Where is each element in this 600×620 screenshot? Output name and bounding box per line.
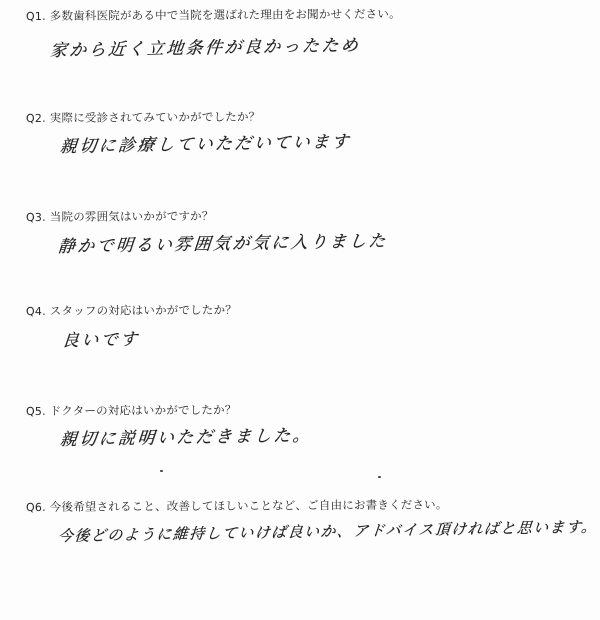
answer-3: 静かで明るい雰囲気が気に入りました <box>56 231 389 258</box>
pen-mark <box>160 470 163 472</box>
question-2 <box>26 109 260 126</box>
question-3-text: 当院の雰囲気はいかがですか？ <box>49 208 214 224</box>
question-2-number: Q2. <box>25 111 46 125</box>
answer-1: 家から近く立地条件が良かったため <box>48 35 362 62</box>
question-1-number: Q1. <box>25 9 46 23</box>
answer-4: 良いです <box>60 329 141 352</box>
question-4 <box>26 302 237 319</box>
question-5 <box>26 402 237 419</box>
question-6-text: 今後希望されること、改善してほしいことなど、ご自由にお書きください。 <box>49 497 448 514</box>
question-5-number: Q5. <box>25 404 46 418</box>
answer-2: 親切に診療していただいています <box>58 131 352 158</box>
question-6 <box>26 496 448 515</box>
question-3 <box>26 208 214 225</box>
question-1-text: 多数歯科医院がある中で当院を選ばれた理由をお聞かせください。 <box>49 6 401 23</box>
question-6-number: Q6. <box>25 500 46 514</box>
question-4-number: Q4. <box>25 304 46 318</box>
question-1 <box>26 6 401 24</box>
question-4-text: スタッフの対応はいかがでしたか？ <box>49 302 238 318</box>
question-3-number: Q3. <box>25 210 46 224</box>
answer-6: 今後どのように維持していけば良いか、アドバイス頂ければと思います。 <box>57 517 599 546</box>
question-2-text: 実際に受診されてみていかがでしたか？ <box>49 109 261 125</box>
answer-5: 親切に説明いただきました。 <box>58 425 313 451</box>
pen-mark <box>378 476 381 478</box>
question-5-text: ドクターの対応はいかがでしたか？ <box>49 402 237 418</box>
